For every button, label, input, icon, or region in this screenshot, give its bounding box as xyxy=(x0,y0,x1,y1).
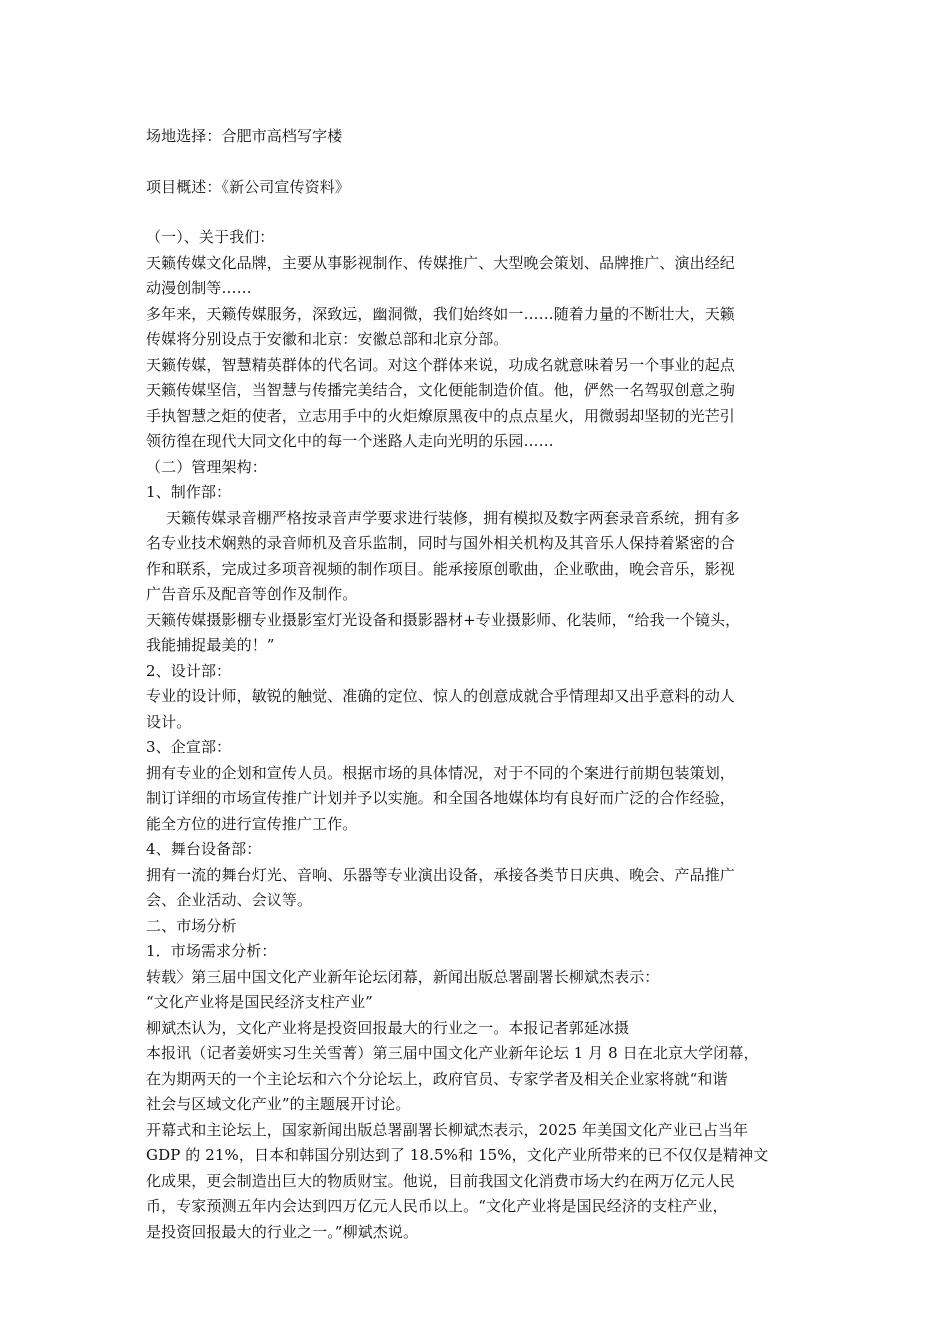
dept-production-line: 天籁传媒摄影棚专业摄影室灯光设备和摄影器材+专业摄影师、化装师，“给我一个镜头， xyxy=(146,610,741,629)
section-about-heading: （一）、关于我们： xyxy=(146,228,275,246)
dept-production-line: 名专业技术娴熟的录音师机及音乐监制，同时与国外相关机构及其音乐人保持着紧密的合 xyxy=(146,534,735,552)
about-paragraph-line: 手执智慧之炬的使者，立志用手中的火炬燎原黑夜中的点点星火，用微弱却坚韧的光芒引 xyxy=(146,406,735,425)
dept-stage-title: 4、舞台设备部： xyxy=(146,840,262,858)
venue-line: 场地选择：合肥市高档写字楼 xyxy=(146,127,343,145)
about-paragraph-line: 天籁传媒，智慧精英群体的代名词。对这个群体来说，功成名就意味着另一个事业的起点 xyxy=(146,355,735,374)
news-line: 转载〉第三届中国文化产业新年论坛闭幕，新闻出版总署副署长柳斌杰表示： xyxy=(146,967,660,986)
market-analysis-heading: 二、市场分析 xyxy=(146,916,237,935)
about-paragraph-line: 领彷徨在现代大同文化中的每一个迷路人走向光明的乐园…… xyxy=(146,432,554,450)
dept-design-title: 2、设计部： xyxy=(146,661,232,680)
news-line: 本报讯（记者姜妍实习生关雪菁）第三届中国文化产业新年论坛 1 月 8 日在北京大学闭幕， xyxy=(146,1044,759,1062)
news-line: 柳斌杰认为，文化产业将是投资回报最大的行业之一。本报记者郭延冰摄 xyxy=(146,1018,630,1037)
dept-promotion-line: 能全方位的进行宣传推广工作。 xyxy=(146,814,358,833)
news-line: 社会与区域文化产业”的主题展开讨论。 xyxy=(146,1095,411,1113)
news-line: “文化产业将是国民经济支柱产业” xyxy=(146,993,373,1011)
about-paragraph-line: 多年来，天籁传媒服务，深致远，幽洞微，我们始终如一……随着力量的不断壮大，天籁 xyxy=(146,304,735,323)
dept-promotion-line: 制订详细的市场宣传推广计划并予以实施。和全国各地媒体均有良好而广泛的合作经验， xyxy=(146,789,735,807)
overview-line: 项目概述：《新公司宣传资料》 xyxy=(146,177,350,196)
dept-promotion-line: 拥有专业的企划和宣传人员。根据市场的具体情况，对于不同的个案进行前期包装策划， xyxy=(146,763,735,782)
dept-promotion-title: 3、企宣部： xyxy=(146,738,232,756)
document-page xyxy=(146,124,814,1245)
dept-production-line: 我能捕捉最美的！” xyxy=(146,636,275,654)
section-structure-heading: （二）管理架构： xyxy=(146,457,267,476)
dept-design-line: 设计。 xyxy=(146,712,192,731)
dept-production-line: 天籁传媒录音棚严格按录音声学要求进行装修，拥有模拟及数字两套录音系统，拥有多 xyxy=(166,508,740,527)
news-line: 化成果，更会制造出巨大的物质财宝。他说，目前我国文化消费市场大约在两万亿元人民 xyxy=(146,1171,735,1190)
dept-production-line: 广告音乐及配音等创作及制作。 xyxy=(146,585,358,603)
dept-stage-line: 会、企业活动、会议等。 xyxy=(146,891,313,909)
dept-production-title: 1、制作部： xyxy=(146,483,232,501)
about-paragraph-line: 天籁传媒坚信，当智慧与传播完美结合，文化便能制造价值。他，俨然一名驾驭创意之驹 xyxy=(146,381,735,399)
news-line: 开幕式和主论坛上，国家新闻出版总署副署长柳斌杰表示，2025 年美国文化产业已占当年 xyxy=(146,1120,749,1139)
dept-production-line: 作和联系，完成过多项音视频的制作项目。能承接原创歌曲，企业歌曲，晚会音乐，影视 xyxy=(146,559,735,578)
about-paragraph-line: 传媒将分别设点于安徽和北京：安徽总部和北京分部。 xyxy=(146,330,509,348)
news-line: GDP 的 21%，日本和韩国分别达到了 18.5%和 15%，文化产业所带来的已不仅仅是精神文 xyxy=(146,1146,769,1164)
news-line: 是投资回报最大的行业之一。”柳斌杰说。 xyxy=(146,1222,419,1241)
dept-stage-line: 拥有一流的舞台灯光、音响、乐器等专业演出设备，承接各类节日庆典、晚会、产品推广 xyxy=(146,865,735,884)
news-line: 在为期两天的一个主论坛和六个分论坛上，政府官员、专家学者及相关企业家将就“和谐 xyxy=(146,1069,728,1088)
about-paragraph-line: 天籁传媒文化品牌，主要从事影视制作、传媒推广、大型晚会策划、品牌推广、演出经纪 xyxy=(146,253,735,272)
news-line: 币，专家预测五年内会达到四万亿元人民币以上。“文化产业将是国民经济的支柱产业， xyxy=(146,1197,728,1215)
dept-design-line: 专业的设计师，敏锐的触觉、准确的定位、惊人的创意成就合乎情理却又出乎意料的动人 xyxy=(146,687,735,705)
about-paragraph-line: 动漫创制等…… xyxy=(146,279,252,297)
demand-analysis-heading: 1．市场需求分析： xyxy=(146,942,277,960)
